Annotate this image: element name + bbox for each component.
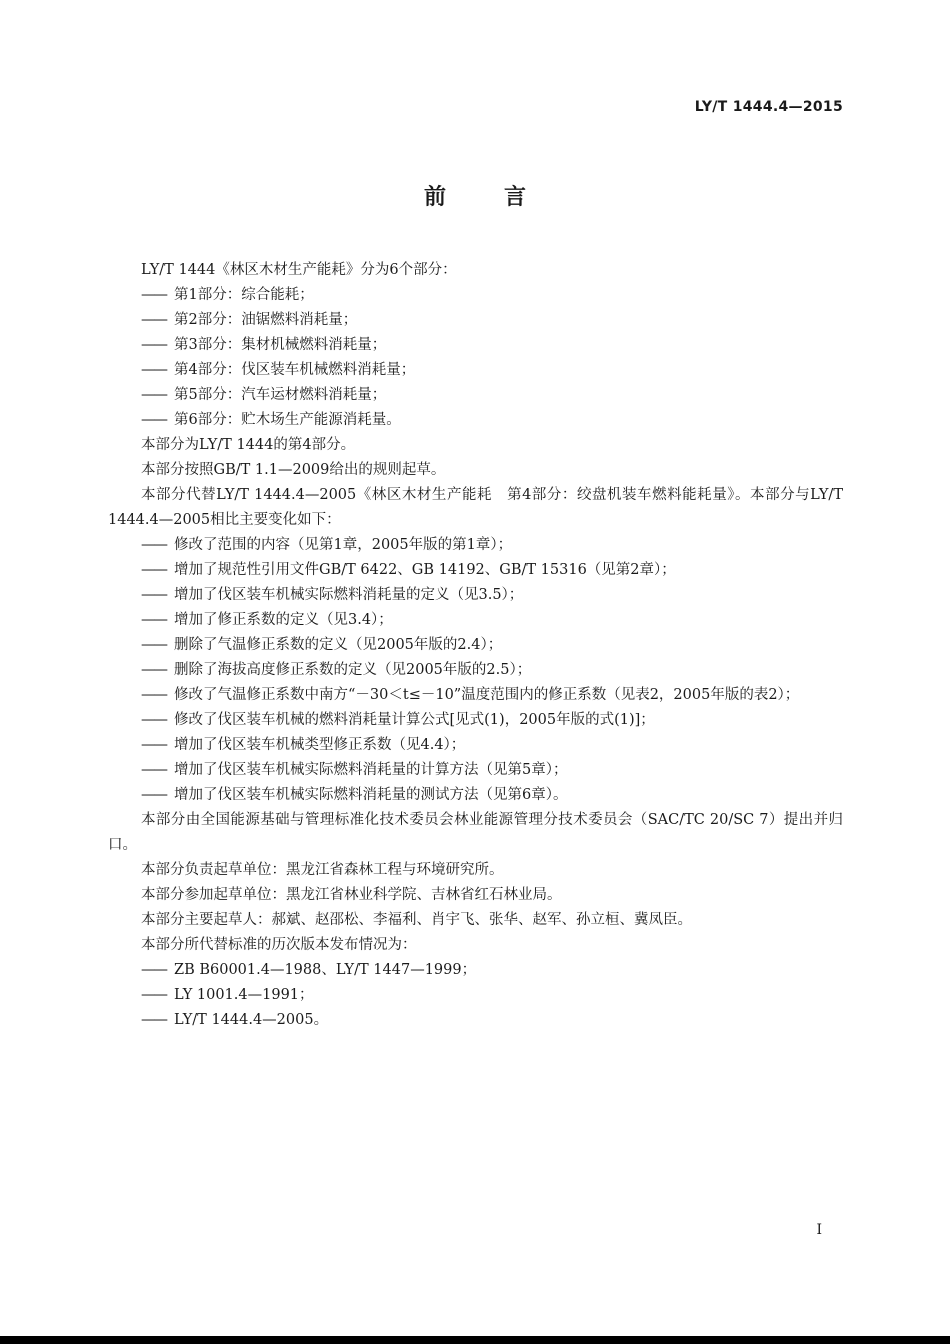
list-item: —— 第1部分：综合能耗； [108, 283, 843, 308]
list-item: —— 修改了气温修正系数中南方“－30＜t≤－10”温度范围内的修正系数（见表2，2005年版的表2）； [108, 683, 843, 708]
list-item: —— LY 1001.4—1991； [108, 983, 843, 1008]
list-item: —— 第3部分：集材机械燃料消耗量； [108, 333, 843, 358]
list-item: —— 增加了伐区装车机械实际燃料消耗量的定义（见3.5）； [108, 583, 843, 608]
list-item: —— LY/T 1444.4—2005。 [108, 1008, 843, 1033]
list-item: —— 增加了伐区装车机械实际燃料消耗量的测试方法（见第6章）。 [108, 783, 843, 808]
paragraph: 本部分为LY/T 1444的第4部分。 [141, 437, 356, 453]
paragraph: 本部分所代替标准的历次版本发布情况为： [141, 937, 417, 953]
paragraph: 本部分按照GB/T 1.1—2009给出的规则起草。 [141, 462, 446, 478]
standard-code: LY/T 1444.4—2015 [694, 99, 843, 115]
list-item: —— 修改了范围的内容（见第1章，2005年版的第1章）； [108, 533, 843, 558]
page-number: I [816, 1222, 822, 1238]
paragraph: 本部分由全国能源基础与管理标准化技术委员会林业能源管理分技术委员会（SAC/TC 20/SC 7）提出并归口。 [108, 812, 843, 853]
list-item: —— ZB B60001.4—1988、LY/T 1447—1999； [108, 958, 843, 983]
paragraph: LY/T 1444《林区木材生产能耗》分为6个部分： [141, 262, 457, 278]
list-item: —— 第2部分：油锯燃料消耗量； [108, 308, 843, 333]
list-item: —— 增加了修正系数的定义（见3.4）； [108, 608, 843, 633]
list-item: —— 增加了伐区装车机械类型修正系数（见4.4）； [108, 733, 843, 758]
list-item: —— 第4部分：伐区装车机械燃料消耗量； [108, 358, 843, 383]
bottom-border [0, 1336, 950, 1344]
list-item: —— 第5部分：汽车运材燃料消耗量； [108, 383, 843, 408]
list-item: —— 增加了规范性引用文件GB/T 6422、GB 14192、GB/T 15316（见第2章）； [108, 558, 843, 583]
paragraph: 本部分参加起草单位：黑龙江省林业科学院、吉林省红石林业局。 [141, 887, 562, 903]
page-title: 前言 [423, 185, 584, 210]
paragraph: 本部分代替LY/T 1444.4—2005《林区木材生产能耗 第4部分：绞盘机装车燃料能耗量》。本部分与LY/T 1444.4—2005相比主要变化如下： [108, 487, 843, 528]
list-item: —— 删除了气温修正系数的定义（见2005年版的2.4）； [108, 633, 843, 658]
list-item: —— 删除了海拔高度修正系数的定义（见2005年版的2.5）； [108, 658, 843, 683]
list-item: —— 增加了伐区装车机械实际燃料消耗量的计算方法（见第5章）； [108, 758, 843, 783]
foreword-body [108, 258, 843, 1033]
list-item: —— 第6部分：贮木场生产能源消耗量。 [108, 408, 843, 433]
list-item: —— 修改了伐区装车机械的燃料消耗量计算公式[见式(1)，2005年版的式(1)]； [108, 708, 843, 733]
paragraph: 本部分主要起草人：郝斌、赵邵松、李福利、肖宇飞、张华、赵军、孙立桓、冀凤臣。 [141, 912, 692, 928]
paragraph: 本部分负责起草单位：黑龙江省森林工程与环境研究所。 [141, 862, 504, 878]
